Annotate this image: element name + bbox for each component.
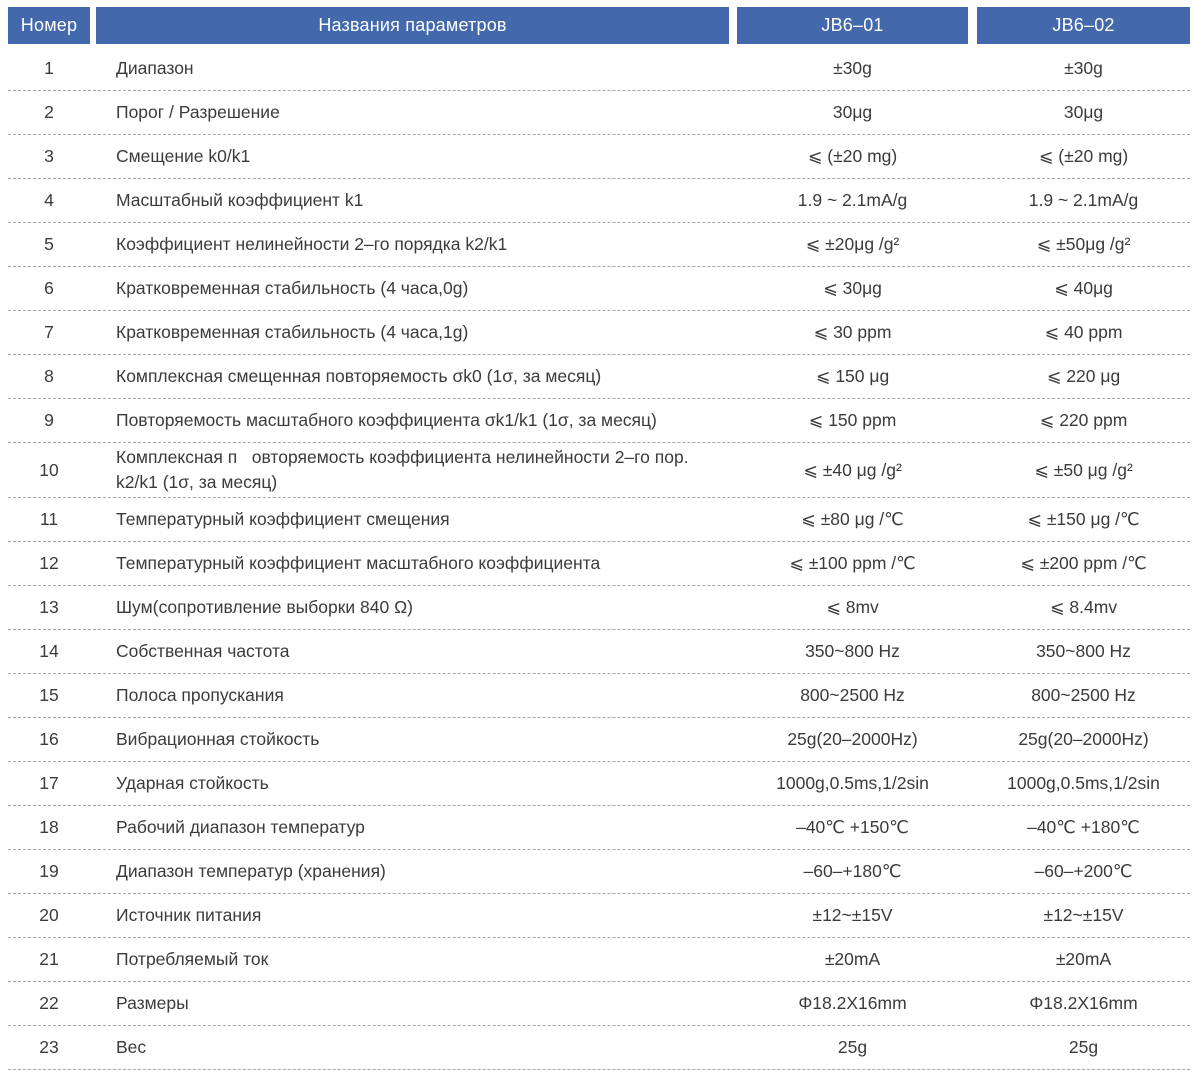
jb6-01-value: 25g(20–2000Hz) bbox=[787, 729, 918, 749]
param-name: Размеры bbox=[116, 993, 189, 1013]
row-number: 16 bbox=[39, 729, 59, 749]
row-number: 4 bbox=[44, 190, 54, 210]
table-row bbox=[8, 498, 1190, 542]
param-name: Кратковременная стабильность (4 часа,0g) bbox=[116, 278, 469, 298]
jb6-01-value: ⩽ 8mv bbox=[826, 597, 879, 617]
table-body bbox=[8, 44, 1190, 1070]
table-row bbox=[8, 982, 1190, 1026]
row-number: 8 bbox=[44, 366, 54, 386]
row-number: 7 bbox=[44, 322, 54, 342]
param-name: Комплексная смещенная повторяемость σk0 (1σ, за месяц) bbox=[116, 366, 602, 386]
jb6-02-value: ⩽ (±20 mg) bbox=[1038, 146, 1129, 166]
jb6-01-value: ⩽ 30 ppm bbox=[813, 322, 892, 342]
header-param-names: Названия параметров bbox=[96, 7, 729, 44]
row-number: 6 bbox=[44, 278, 54, 298]
jb6-02-value: 25g bbox=[1068, 1037, 1099, 1057]
param-name: Масштабный коэффициент k1 bbox=[116, 190, 364, 210]
table-row bbox=[8, 850, 1190, 894]
param-name: Порог / Разрешение bbox=[116, 102, 280, 122]
row-number: 21 bbox=[39, 949, 59, 969]
table-row bbox=[8, 630, 1190, 674]
table-row bbox=[8, 267, 1190, 311]
jb6-02-value: ⩽ 40μg bbox=[1054, 278, 1113, 298]
jb6-01-value: ⩽ ±80 μg /℃ bbox=[801, 509, 904, 529]
param-name: Температурный коэффициент масштабного коэффициента bbox=[116, 553, 601, 573]
row-number: 1 bbox=[44, 58, 54, 78]
jb6-02-value: ±30g bbox=[1064, 58, 1103, 78]
row-number: 5 bbox=[44, 234, 54, 254]
jb6-01-value: –40℃ +150℃ bbox=[796, 817, 909, 837]
row-number: 23 bbox=[39, 1037, 59, 1057]
table-row bbox=[8, 47, 1190, 91]
jb6-01-value: 1.9 ~ 2.1mA/g bbox=[797, 190, 908, 210]
table-row bbox=[8, 542, 1190, 586]
header-jb6-02: JB6–02 bbox=[977, 7, 1190, 44]
table-row bbox=[8, 443, 1190, 498]
jb6-01-value: ⩽ (±20 mg) bbox=[807, 146, 898, 166]
table-row bbox=[8, 399, 1190, 443]
jb6-01-value: ⩽ 150 ppm bbox=[808, 410, 897, 430]
table-row bbox=[8, 311, 1190, 355]
jb6-02-value: 350~800 Hz bbox=[1036, 641, 1131, 661]
jb6-02-value: 800~2500 Hz bbox=[1031, 685, 1136, 705]
row-number: 2 bbox=[44, 102, 54, 122]
row-number: 9 bbox=[44, 410, 54, 430]
table-row bbox=[8, 718, 1190, 762]
jb6-02-value: 25g(20–2000Hz) bbox=[1018, 729, 1149, 749]
jb6-01-value: Φ18.2X16mm bbox=[798, 993, 907, 1013]
table-row bbox=[8, 91, 1190, 135]
table-row bbox=[8, 355, 1190, 399]
row-number: 17 bbox=[39, 773, 59, 793]
jb6-02-value: 1000g,0.5ms,1/2sin bbox=[1007, 773, 1160, 793]
row-number: 14 bbox=[39, 641, 59, 661]
jb6-01-value: ±30g bbox=[833, 58, 872, 78]
table-row bbox=[8, 806, 1190, 850]
row-number: 10 bbox=[39, 459, 59, 480]
jb6-01-value: 800~2500 Hz bbox=[800, 685, 905, 705]
row-number: 12 bbox=[39, 553, 59, 573]
jb6-01-value: 350~800 Hz bbox=[805, 641, 900, 661]
table-row bbox=[8, 762, 1190, 806]
param-name: Рабочий диапазон температур bbox=[116, 817, 365, 837]
table-row bbox=[8, 135, 1190, 179]
param-name: Коэффициент нелинейности 2–го порядка k2/k1 bbox=[116, 234, 508, 254]
jb6-02-value: 30μg bbox=[1063, 102, 1104, 122]
jb6-01-value: 1000g,0.5ms,1/2sin bbox=[776, 773, 929, 793]
param-name: Собственная частота bbox=[116, 641, 290, 661]
jb6-02-value: 1.9 ~ 2.1mA/g bbox=[1028, 190, 1139, 210]
param-name: Смещение k0/k1 bbox=[116, 146, 251, 166]
jb6-02-value: ⩽ ±150 μg /℃ bbox=[1027, 509, 1140, 529]
table-row bbox=[8, 223, 1190, 267]
jb6-02-value: ⩽ 8.4mv bbox=[1049, 597, 1118, 617]
param-name: Вес bbox=[116, 1037, 147, 1057]
jb6-01-value: ⩽ ±40 μg /g² bbox=[803, 459, 902, 480]
param-name: Вибрационная стойкость bbox=[116, 729, 320, 749]
param-name: Температурный коэффициент смещения bbox=[116, 509, 450, 529]
param-name: Потребляемый ток bbox=[116, 949, 269, 969]
param-name: Диапазон bbox=[116, 58, 194, 78]
jb6-01-value: ±20mA bbox=[824, 949, 881, 969]
jb6-01-value: 30μg bbox=[832, 102, 873, 122]
header-jb6-01: JB6–01 bbox=[737, 7, 968, 44]
jb6-02-value: –40℃ +180℃ bbox=[1027, 817, 1140, 837]
jb6-01-value: ⩽ ±100 ppm /℃ bbox=[789, 553, 916, 573]
table-row bbox=[8, 674, 1190, 718]
table-row bbox=[8, 894, 1190, 938]
table-header bbox=[8, 7, 1190, 44]
jb6-02-value: –60–+200℃ bbox=[1034, 861, 1133, 881]
jb6-02-value: ⩽ 40 ppm bbox=[1044, 322, 1123, 342]
jb6-02-value: ⩽ 220 ppm bbox=[1039, 410, 1128, 430]
jb6-02-value: ⩽ 220 μg bbox=[1046, 366, 1121, 386]
jb6-01-value: ⩽ 150 μg bbox=[815, 366, 890, 386]
param-name: Диапазон температур (хранения) bbox=[116, 861, 386, 881]
param-name: Комплексная п овторяемость коэффициента нелинейности 2–го пор. k2/k1 (1σ, за месяц) bbox=[116, 447, 694, 492]
param-name: Ударная стойкость bbox=[116, 773, 269, 793]
row-number: 3 bbox=[44, 146, 54, 166]
param-name: Шум(сопротивление выборки 840 Ω) bbox=[116, 597, 413, 617]
jb6-02-value: ±20mA bbox=[1055, 949, 1112, 969]
jb6-01-value: ⩽ 30μg bbox=[823, 278, 882, 298]
param-name: Полоса пропускания bbox=[116, 685, 284, 705]
jb6-02-value: ⩽ ±50μg /g² bbox=[1036, 234, 1131, 254]
jb6-02-value: ⩽ ±200 ppm /℃ bbox=[1020, 553, 1147, 573]
jb6-02-value: ±12~±15V bbox=[1043, 905, 1124, 925]
jb6-01-value: ⩽ ±20μg /g² bbox=[805, 234, 900, 254]
table-row bbox=[8, 1026, 1190, 1070]
row-number: 18 bbox=[39, 817, 59, 837]
row-number: 15 bbox=[39, 685, 59, 705]
row-number: 11 bbox=[39, 509, 59, 529]
param-name: Источник питания bbox=[116, 905, 262, 925]
jb6-01-value: 25g bbox=[837, 1037, 868, 1057]
jb6-01-value: ±12~±15V bbox=[812, 905, 893, 925]
row-number: 22 bbox=[39, 993, 59, 1013]
jb6-02-value: Φ18.2X16mm bbox=[1029, 993, 1138, 1013]
jb6-02-value: ⩽ ±50 μg /g² bbox=[1034, 459, 1133, 480]
row-number: 20 bbox=[39, 905, 59, 925]
header-number: Номер bbox=[8, 7, 90, 44]
jb6-01-value: –60–+180℃ bbox=[803, 861, 902, 881]
table-row bbox=[8, 938, 1190, 982]
param-name: Кратковременная стабильность (4 часа,1g) bbox=[116, 322, 469, 342]
table-row bbox=[8, 586, 1190, 630]
row-number: 19 bbox=[39, 861, 59, 881]
table-row bbox=[8, 179, 1190, 223]
row-number: 13 bbox=[39, 597, 59, 617]
param-name: Повторяемость масштабного коэффициента σk1/k1 (1σ, за месяц) bbox=[116, 410, 657, 430]
